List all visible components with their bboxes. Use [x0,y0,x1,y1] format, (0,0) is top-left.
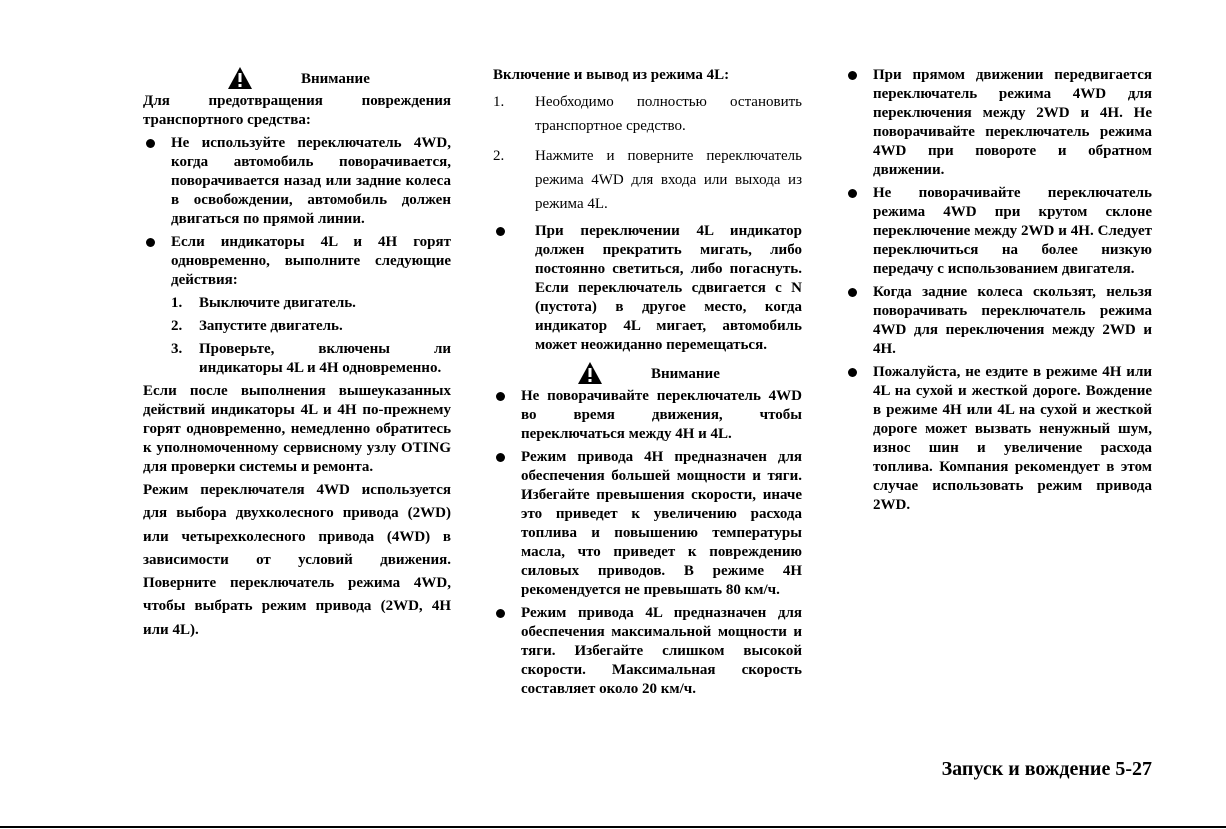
warning-bullet: Не поворачивайте переключатель 4WD во время движения, чтобы переключаться между 4H и 4L. [493,387,802,444]
column-right [845,66,1152,519]
mode-description: Режим переключателя 4WD используется для выбора двухколесного привода (2WD) или четырехколесного привода (4WD) в зависимости от условий движения. Поверните переключатель режима 4WD, чтобы выбрать режим привода (2WD, 4H или 4L). [143,482,451,638]
warning-title: Внимание [651,366,720,382]
step-text: Проверьте, включены ли индикаторы 4L и 4H одновременно. [199,341,451,376]
warning-bullet: Режим привода 4H предназначен для обеспечения большей мощности и тяги. Избегайте превышения скорости, иначе это приведет к увеличению расхода топлива и повышению температуры масла, что приведет к повреждению силовых приводов. В режиме 4H рекомендуется не превышать 80 км/ч. [493,448,802,600]
step-text: Необходимо полностью остановить транспортное средство. [535,94,802,134]
step-text: Нажмите и поверните переключатель режима 4WD для входа или выхода из режима 4L. [535,148,802,212]
section-heading: Включение и вывод из режима 4L: [493,67,730,83]
warning-header [143,66,451,92]
warning-bullet: Не поворачивайте переключатель режима 4WD при крутом склоне переключение между 2WD и 4H. Следует переключиться на более низкую передачу с использованием двигателя. [845,184,1152,279]
step-text: Выключите двигатель. [199,295,356,311]
warning-triangle-icon [577,361,603,385]
warning-title: Внимание [301,71,370,87]
bottom-divider [0,826,1226,828]
note-bullet: При переключении 4L индикатор должен прекратить мигать, либо постоянно светиться, либо погаснуть. Если переключатель сдвигается с N (пустота) в другое место, когда индикатор 4L мигает, автомобиль может неожиданно перемещаться. [493,222,802,355]
step-number: 2. [493,148,505,164]
step-number: 2. [171,318,183,334]
warning-header [493,361,802,387]
warning-bullet: При прямом движении передвигается переключатель режима 4WD для переключения между 2WD и 4H. Не поворачивайте переключатель режима 4WD при повороте и обратном движении. [845,66,1152,180]
step-text: Запустите двигатель. [199,318,343,334]
warning-bullet: Если индикаторы 4L и 4H горят одновременно, выполните следующие действия: [143,233,451,290]
step-number: 1. [171,295,183,311]
step-item [171,294,451,313]
step-number: 3. [171,341,183,357]
steps-list [143,294,451,378]
step-item [493,144,802,216]
warning-intro: Для предотвращения повреждения транспортного средства: [143,93,451,128]
warning-bullet: Пожалуйста, не ездите в режиме 4H или 4L на сухой и жесткой дороге. Вождение в режиме 4H или 4L на сухой и жесткой дороге может вызвать ненужный шум, износ шин и увеличение расхода топлива. Компания рекомендует в этом случае использовать режим привода 2WD. [845,363,1152,515]
warning-bullet: Режим привода 4L предназначен для обеспечения максимальной мощности и тяги. Избегайте слишком высокой скорости. Максимальная скорость составляет около 20 км/ч. [493,604,802,699]
warning-bullet: Не используйте переключатель 4WD, когда автомобиль поворачивается, поворачивается назад или задние колеса в освобождении, автомобиль должен двигаться по прямой линии. [143,134,451,229]
column-middle [493,66,802,703]
after-steps-text: Если после выполнения вышеуказанных действий индикаторы 4L и 4H по-прежнему горят одновременно, немедленно обратитесь к уполномоченному сервисному узлу OTING для проверки системы и ремонта. [143,383,451,475]
page-footer-label: Запуск и вождение 5-27 [941,758,1152,780]
warning-bullet: Когда задние колеса скользят, нельзя поворачивать переключатель режима 4WD для переключения между 2WD и 4H. [845,283,1152,359]
step-item [171,317,451,336]
step-item [493,90,802,138]
column-left [143,66,451,642]
step-number: 1. [493,94,505,110]
step-item [171,340,451,378]
warning-triangle-icon [227,66,253,90]
